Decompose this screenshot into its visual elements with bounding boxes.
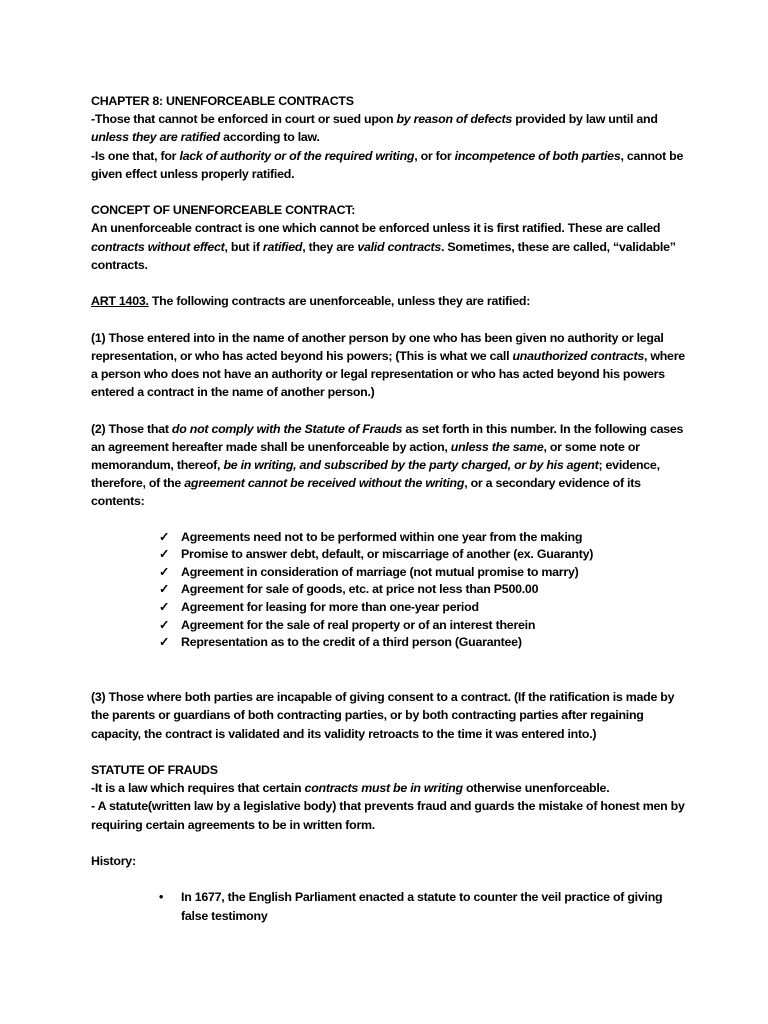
- text-run: , but if: [224, 239, 263, 254]
- text-run: “validable”: [613, 239, 676, 254]
- list-item-text: Agreements need not to be performed within one year from the making: [181, 529, 583, 544]
- list-item: [159, 581, 691, 599]
- text-run: (2) Those that: [91, 421, 172, 436]
- statute-line-2: - A statute(written law by a legislative body) that prevents fraud and guards the mistake of honest men by requiring certain agreements to be in written form.: [91, 799, 685, 832]
- list-item: [159, 599, 691, 617]
- text-run-italic: do not comply with the Statute of Frauds: [171, 421, 403, 436]
- list-item: [159, 529, 691, 547]
- statute-checklist: [91, 529, 691, 652]
- text-run-italic: by reason of defects: [396, 112, 512, 127]
- text-run: -Is one that, for: [91, 148, 180, 163]
- article-label: ART 1403.: [91, 294, 149, 309]
- list-item-text: Agreement for the sale of real property or of an interest therein: [181, 617, 536, 632]
- text-run: -It is a law which requires that certain: [91, 781, 305, 796]
- list-item: [159, 546, 691, 564]
- text-run-italic: unauthorized contracts: [512, 348, 644, 363]
- list-item-text: Agreement for leasing for more than one-year period: [181, 599, 479, 614]
- chapter-definition-2: [91, 147, 691, 183]
- text-run-italic: ratified: [262, 239, 303, 254]
- list-item: [159, 564, 691, 582]
- spacer: [91, 274, 691, 292]
- check-icon: ✓: [159, 564, 170, 579]
- statute-line-1: [91, 779, 691, 797]
- spacer: [91, 652, 691, 670]
- history-label: History:: [91, 853, 136, 868]
- text-run: . Sometimes, these are called,: [441, 239, 614, 254]
- concept-paragraph: [91, 219, 691, 274]
- text-run: as set forth in this number. In the following cases an agreement hereafter made shall be unenforceable by action,: [91, 421, 684, 454]
- bullet-icon: •: [159, 890, 164, 905]
- statute-heading: STATUTE OF FRAUDS: [91, 762, 218, 777]
- text-run-italic: contracts must be in writing: [304, 781, 463, 796]
- check-icon: ✓: [159, 529, 170, 544]
- document-page: [91, 92, 691, 925]
- list-item-text: Agreement for sale of goods, etc. at price not less than P500.00: [181, 582, 539, 597]
- list-item-text: Representation as to the credit of a third person (Guarantee): [181, 635, 522, 650]
- chapter-definition-1: [91, 110, 691, 146]
- text-run: An unenforceable contract is one which cannot be enforced unless it is first ratified. These are called: [91, 221, 661, 236]
- text-run: , where a person who does not have an authority or legal representation or who has acted beyond his powers entered a contract in the name of another person.): [91, 348, 685, 400]
- check-icon: ✓: [159, 582, 170, 597]
- text-run-italic: agreement cannot be received without the writing: [184, 476, 465, 491]
- concept-heading: CONCEPT OF UNENFORCEABLE CONTRACT:: [91, 203, 356, 218]
- text-run: ; evidence, therefore, of the: [91, 458, 660, 491]
- text-run: provided by law until and: [512, 112, 658, 127]
- list-item-text: Agreement in consideration of marriage (not mutual promise to marry): [181, 564, 579, 579]
- paragraph-item-1: [91, 329, 691, 402]
- text-run: , or some note or memorandum, thereof,: [91, 439, 640, 472]
- text-run-italic: unless they are ratified: [91, 130, 220, 145]
- list-item-text: In 1677, the English Parliament enacted a statute to counter the veil practice of giving false testimony: [181, 890, 663, 923]
- list-item: [159, 888, 691, 924]
- list-item-text: Promise to answer debt, default, or miscarriage of another (ex. Guaranty): [181, 547, 594, 562]
- spacer: [91, 743, 691, 761]
- history-list: [91, 888, 691, 924]
- text-run-italic: unless the same: [450, 439, 544, 454]
- list-item: [159, 634, 691, 652]
- text-run: The following contracts are unenforceable, unless they are ratified:: [148, 294, 531, 309]
- text-run-italic: valid contracts: [357, 239, 442, 254]
- article-1403: [91, 292, 691, 310]
- check-icon: ✓: [159, 617, 170, 632]
- text-run: according to law.: [219, 130, 320, 145]
- text-run: otherwise unenforceable.: [462, 781, 610, 796]
- text-run: (1) Those entered into in the name of another person by one who has been given no authority or legal representation, or who has acted beyond his powers; (This is what we call: [91, 330, 664, 363]
- text-run: , they are: [302, 239, 358, 254]
- text-run-italic: be in writing, and subscribed by the party charged, or by his agent: [223, 458, 599, 472]
- text-run-italic: incompetence of both parties: [454, 148, 621, 163]
- text-run: , or a secondary evidence of its contents:: [91, 476, 641, 509]
- paragraph-item-2: [91, 420, 691, 511]
- paragraph-item-3: (3) Those where both parties are incapable of giving consent to a contract. (If the ratification is made by the parents or guardians of both contracting parties, or by both contracting parties after regaining capacity, the contract is validated and its validity retroacts to the time it was entered into.): [91, 690, 675, 741]
- spacer: [91, 670, 691, 688]
- text-run: , or for: [414, 148, 455, 163]
- spacer: [91, 834, 691, 852]
- text-run-italic: contracts without effect: [91, 239, 225, 254]
- spacer: [91, 870, 691, 888]
- check-icon: ✓: [159, 635, 170, 650]
- spacer: [91, 401, 691, 419]
- spacer: [91, 310, 691, 328]
- spacer: [91, 183, 691, 201]
- text-run-italic: lack of authority or of the required writing: [179, 148, 415, 163]
- spacer: [91, 511, 691, 529]
- text-run: -Those that cannot be enforced in court or sued upon: [91, 112, 397, 127]
- text-run: contracts.: [91, 257, 148, 272]
- list-item: [159, 617, 691, 635]
- text-run: , cannot be given effect unless properly ratified.: [91, 148, 684, 181]
- check-icon: ✓: [159, 599, 170, 614]
- check-icon: ✓: [159, 547, 170, 562]
- chapter-title: CHAPTER 8: UNENFORCEABLE CONTRACTS: [91, 94, 354, 108]
